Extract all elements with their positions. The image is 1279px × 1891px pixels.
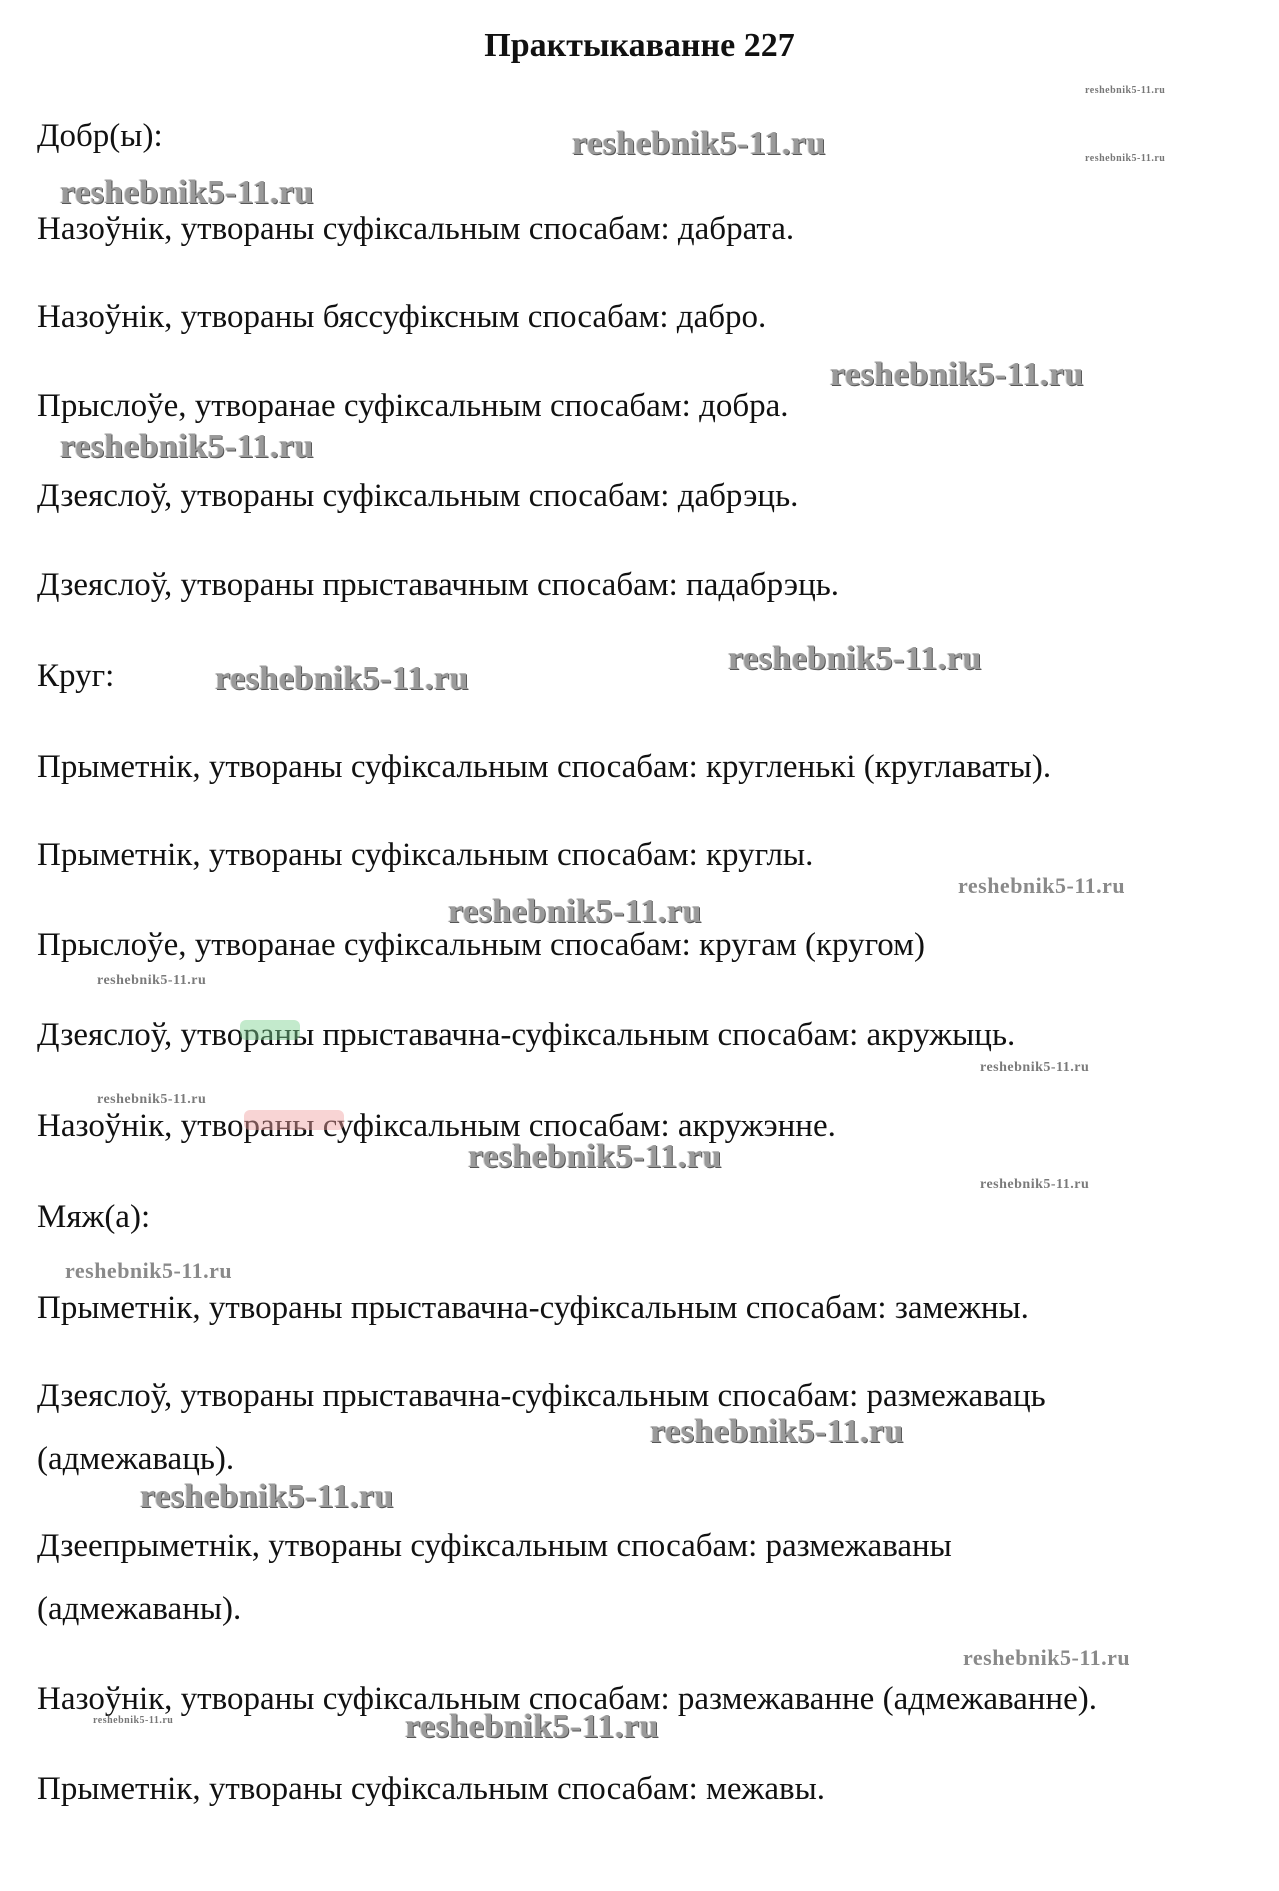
watermark: reshebnik5-11.ru [980,1177,1090,1192]
watermark: reshebnik5-11.ru [60,174,314,211]
smudge-mark [240,1020,300,1040]
watermark: reshebnik5-11.ru [140,1478,394,1515]
watermark: reshebnik5-11.ru [448,893,702,930]
watermark: reshebnik5-11.ru [728,640,982,677]
text-line: Прыметнік, утвораны прыставачна-суфіксальным спосабам: замежны. [37,1290,1029,1326]
watermark: reshebnik5-11.ru [215,660,469,697]
watermark: reshebnik5-11.ru [97,973,207,988]
text-line: Прыслоўе, утворанае суфіксальным спосабам: добра. [37,388,789,424]
section-heading-dobr: Добр(ы): [37,118,163,154]
section-heading-krug: Круг: [37,658,115,694]
watermark: reshebnik5-11.ru [65,1258,233,1283]
text-line: Дзеепрыметнік, утвораны суфіксальным спосабам: размежаваны [37,1528,952,1564]
watermark: reshebnik5-11.ru [468,1138,722,1175]
text-line: Назоўнік, утвораны бяссуфіксным спосабам: дабро. [37,299,767,335]
section-heading-myazh: Мяж(а): [37,1199,151,1235]
watermark: reshebnik5-11.ru [958,873,1126,898]
watermark: reshebnik5-11.ru [650,1413,904,1450]
text-line: Прыслоўе, утворанае суфіксальным спосабам: кругам (кругом) [37,927,926,963]
text-line: Прыметнік, утвораны суфіксальным спосабам: кругленькі (круглаваты). [37,749,1052,785]
watermark: reshebnik5-11.ru [963,1645,1131,1670]
text-line: Назоўнік, утвораны суфіксальным спосабам: размежаванне (адмежаванне). [37,1681,1097,1717]
text-line: Назоўнік, утвораны суфіксальным спосабам: акружэнне. [37,1108,836,1144]
watermark: reshebnik5-11.ru [980,1060,1090,1075]
text-line: Прыметнік, утвораны суфіксальным спосабам: межавы. [37,1771,825,1807]
watermark: reshebnik5-11.ru [830,356,1084,393]
watermark: reshebnik5-11.ru [405,1708,659,1745]
text-line: Прыметнік, утвораны суфіксальным спосабам: круглы. [37,837,814,873]
text-line: Дзеяслоў, утвораны прыставачна-суфіксальным спосабам: акружыць. [37,1017,1016,1053]
watermark: reshebnik5-11.ru [93,1715,174,1726]
page-title: Практыкаванне 227 [484,27,795,64]
watermark: reshebnik5-11.ru [97,1092,207,1107]
watermark: reshebnik5-11.ru [572,125,826,162]
watermark: reshebnik5-11.ru [60,428,314,465]
smudge-mark [244,1110,344,1130]
text-line: Дзеяслоў, утвораны прыставачным спосабам: падабрэць. [37,567,840,603]
watermark: reshebnik5-11.ru [1085,153,1166,164]
text-line: (адмежаваць). [37,1441,235,1477]
text-line: Назоўнік, утвораны суфіксальным спосабам: дабрата. [37,211,795,247]
text-line: Дзеяслоў, утвораны суфіксальным спосабам: дабрэць. [37,478,799,514]
text-line: Дзеяслоў, утвораны прыставачна-суфіксальным спосабам: размежаваць [37,1378,1046,1414]
text-line: (адмежаваны). [37,1591,242,1627]
watermark: reshebnik5-11.ru [1085,85,1166,96]
